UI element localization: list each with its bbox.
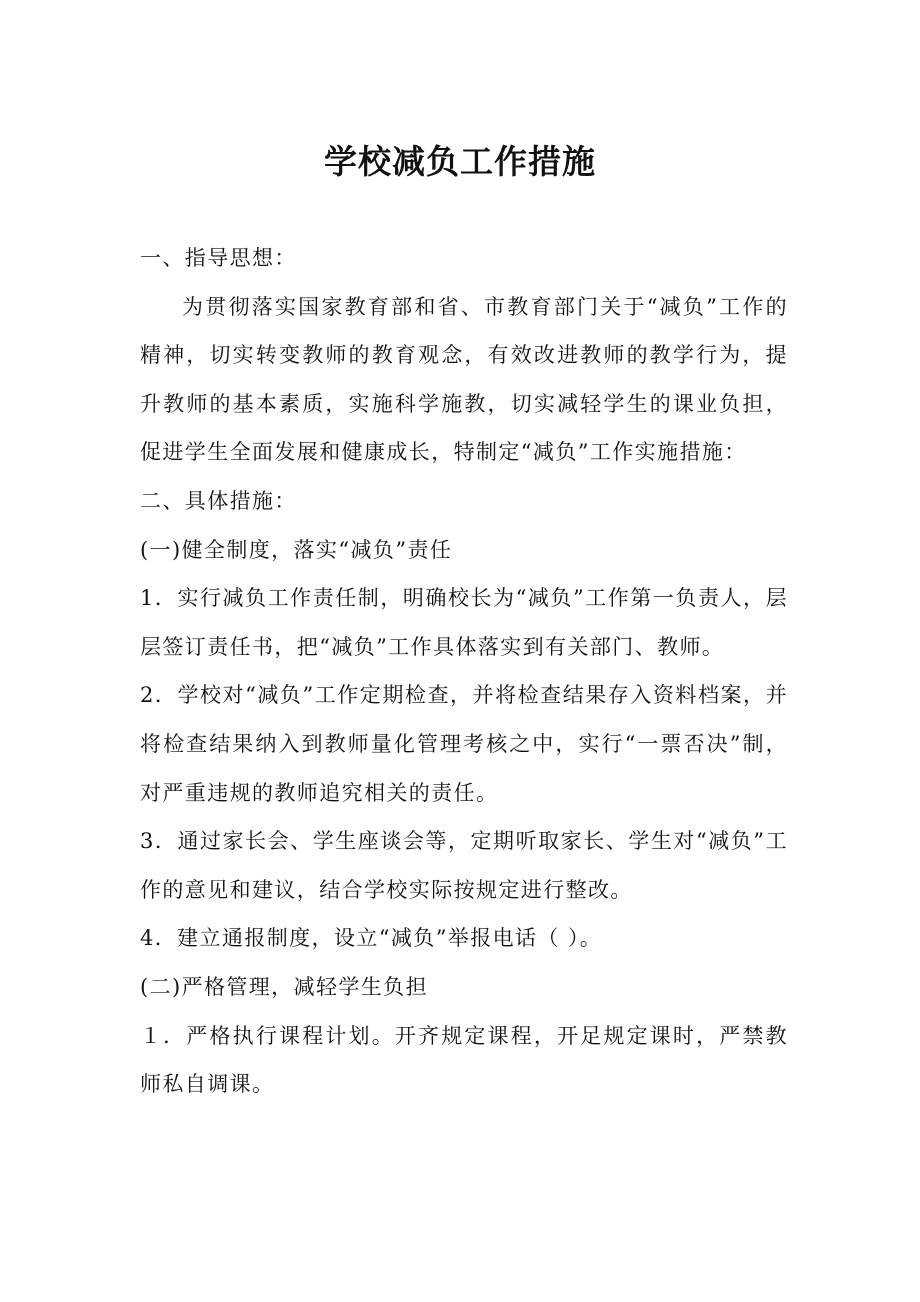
subsection-heading-system: (一)健全制度，落实“减负”责任 — [140, 537, 453, 562]
measure-item-2: 2．学校对“减负”工作定期检查，并将检查结果存入资料档案，并将检查结果纳入到教师量化管理考核之中，实行“一票否决”制，对严重违规的教师追究相关的责任。 — [140, 683, 788, 805]
management-item-1: １．严格执行课程计划。开齐规定课程，开足规定课时，严禁教师私自调课。 — [140, 1023, 788, 1097]
subsection-heading-management: (二)严格管理，减轻学生负担 — [140, 974, 428, 999]
measure-item-4: 4．建立通报制度，设立“减负”举报电话（ ）。 — [140, 926, 603, 951]
section-heading-specific-measures: 二、具体措施： — [140, 488, 297, 513]
intro-paragraph: 为贯彻落实国家教育部和省、市教育部门关于“减负”工作的精神，切实转变教师的教育观念，有效改进教师的教学行为，提升教师的基本素质，实施科学施教，切实减轻学生的课业负担，促进学生全面发展和健康成长，特制定“减负”工作实施措施： — [140, 294, 788, 465]
document-body — [140, 234, 788, 1109]
section-heading-guiding-ideology: 一、指导思想： — [140, 246, 297, 270]
document-title: 学校减负工作措施 — [324, 142, 596, 181]
measure-item-3: 3．通过家长会、学生座谈会等，定期听取家长、学生对“减负”工作的意见和建议，结合学校实际按规定进行整改。 — [140, 829, 788, 902]
measure-item-1: 1．实行减负工作责任制，明确校长为“减负”工作第一负责人，层层签订责任书，把“减负”工作具体落实到有关部门、教师。 — [140, 586, 788, 659]
